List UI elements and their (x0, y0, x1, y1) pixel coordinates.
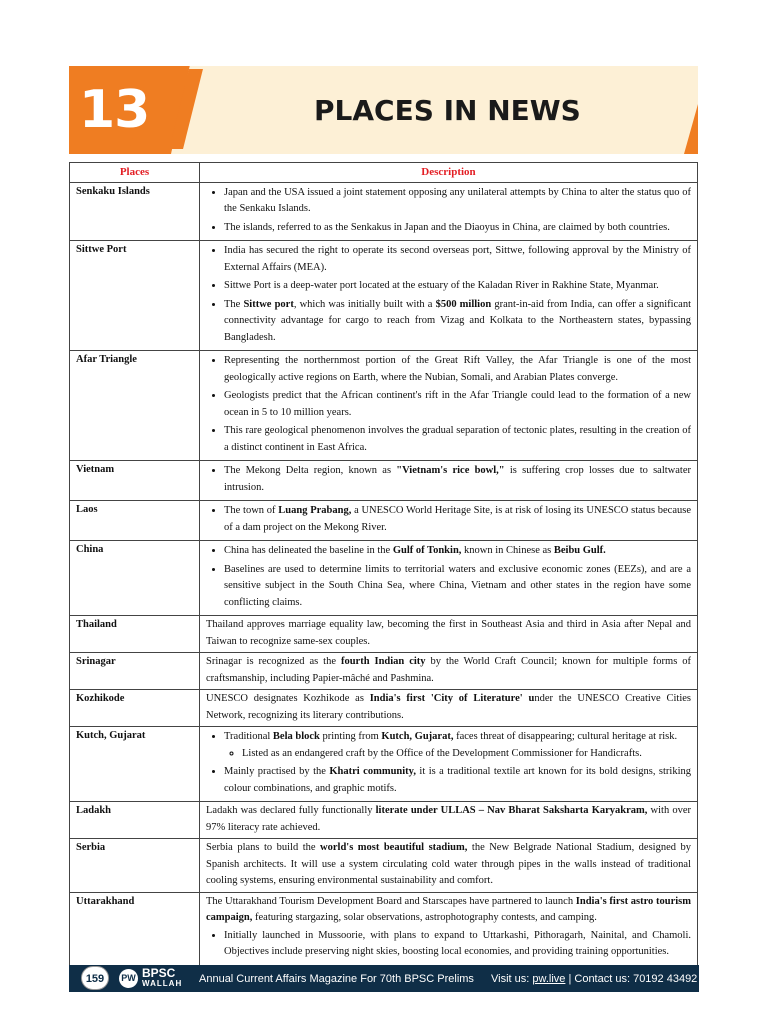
bullet-item: • Initially launched in Mussoorie, with plans to expand to Uttarkashi, Pithoragarh, Nainital, and Chamoli. Objectives include preserving night skies, boosting local economies, and providing training opportunities. (224, 928, 691, 961)
bullet-item: • Mainly practised by the Khatri community, it is a traditional textile art known for its bold designs, striking colour combinations, and graphic motifs. (224, 764, 691, 797)
place-name: Vietnam (70, 461, 200, 501)
place-description: Srinagar is recognized as the fourth Indian city by the World Craft Council; known for multiple forms of craftsmanship, including Papier-mâché and Pashmina. (200, 653, 698, 690)
table-row (70, 351, 698, 461)
place-description (200, 241, 698, 351)
paragraph: The Uttarakhand Tourism Development Board and Starscapes have partnered to launch India's first astro tourism campaign, featuring stargazing, solar observations, astrophotography contests, and camping. (206, 895, 691, 923)
bullet-item: • India has secured the right to operate its second overseas port, Sittwe, following approval by the Ministry of External Affairs (MEA). (224, 243, 691, 276)
table-row (70, 541, 698, 616)
place-description (200, 182, 698, 241)
place-name: Kutch, Gujarat (70, 727, 200, 802)
page-footer (69, 965, 699, 992)
place-name: Sittwe Port (70, 241, 200, 351)
bullet-item: • China has delineated the baseline in the Gulf of Tonkin, known in Chinese as Beibu Gulf. (224, 543, 691, 560)
place-name: Srinagar (70, 653, 200, 690)
chapter-title: PLACES IN NEWS (314, 94, 581, 127)
bullet-item: • The islands, referred to as the Senkakus in Japan and the Diaoyus in China, are claimed by both countries. (224, 220, 691, 237)
brand-subname: WALLAH (142, 979, 183, 988)
bullet-item: • Japan and the USA issued a joint statement opposing any unilateral attempts by China to alter the status quo of the Senkaku Islands. (224, 185, 691, 218)
sub-bullet-item: ◦ Listed as an endangered craft by the Office of the Development Commissioner for Handicrafts. (242, 746, 691, 763)
page-number: 159 (81, 966, 109, 990)
place-description (200, 541, 698, 616)
place-description (200, 892, 698, 965)
place-name: Serbia (70, 839, 200, 893)
header-corner-accent (684, 104, 698, 154)
bullet-item: • Geologists predict that the African continent's rift in the Afar Triangle could lead to the formation of a new ocean in 5 to 10 million years. (224, 388, 691, 421)
place-name: Uttarakhand (70, 892, 200, 965)
bullet-item: • Representing the northernmost portion of the Great Rift Valley, the Afar Triangle is one of the most geologically active regions on Earth, where the Nubian, Somali, and Arabian Plates converge. (224, 353, 691, 386)
place-name: Laos (70, 501, 200, 541)
place-name: Ladakh (70, 802, 200, 839)
magazine-title: Annual Current Affairs Magazine For 70th BPSC Prelims (199, 973, 474, 985)
table-row (70, 241, 698, 351)
table-row (70, 653, 698, 690)
bullet-item: • Traditional Bela block printing from Kutch, Gujarat, faces threat of disappearing; cultural heritage at risk. ◦ Listed as an endangered craft by the Office of the Development Commissioner for Handicrafts. (224, 729, 691, 762)
place-description (200, 461, 698, 501)
table-row (70, 727, 698, 802)
place-name: Afar Triangle (70, 351, 200, 461)
place-name: Kozhikode (70, 690, 200, 727)
chapter-number: 13 (79, 80, 150, 140)
contact-info: Visit us: pw.live | Contact us: 70192 43492 (491, 973, 698, 985)
place-description: UNESCO designates Kozhikode as India's first 'City of Literature' under the UNESCO Creative Cities Network, recognizing its literary contributions. (200, 690, 698, 727)
places-column-header: Places (70, 163, 200, 183)
table-row (70, 802, 698, 839)
table-row (70, 839, 698, 893)
place-name: China (70, 541, 200, 616)
place-description: Thailand approves marriage equality law, becoming the first in Southeast Asia and third in Asia after Nepal and Taiwan to recognize same-sex couples. (200, 616, 698, 653)
place-description: Serbia plans to build the world's most beautiful stadium, the New Belgrade National Stadium, designed by Spanish architects. It will use a system circulating cold water through pipes in the walls instead of traditional cooling systems, ensuring environmental sustainability and comfort. (200, 839, 698, 893)
place-description: Ladakh was declared fully functionally literate under ULLAS – Nav Bharat Saksharta Karyakram, with over 97% literacy rate achieved. (200, 802, 698, 839)
table-header-row (70, 163, 698, 183)
bullet-item: • The Sittwe port, which was initially built with a $500 million grant-in-aid from India, can offer a significant connectivity advantage for cargo to reach from Vizag and Kolkata to the Northeastern states, bypassing Bangladesh. (224, 297, 691, 347)
table-row (70, 616, 698, 653)
table-row (70, 461, 698, 501)
bullet-item: • Sittwe Port is a deep-water port located at the estuary of the Kaladan River in Rakhine State, Myanmar. (224, 278, 691, 295)
table-row (70, 892, 698, 965)
bullet-item: • This rare geological phenomenon involves the gradual separation of tectonic plates, resulting in the creation of a distinct continent in East Africa. (224, 423, 691, 456)
place-description (200, 727, 698, 802)
place-name: Thailand (70, 616, 200, 653)
pw-logo-icon: PW (119, 969, 138, 988)
chapter-header (69, 66, 698, 154)
bullet-item: • The Mekong Delta region, known as "Vietnam's rice bowl," is suffering crop losses due to saltwater intrusion. (224, 463, 691, 496)
bullet-item: • The town of Luang Prabang, a UNESCO World Heritage Site, is at risk of losing its UNESCO status because of a dam project on the Mekong River. (224, 503, 691, 536)
table-row (70, 501, 698, 541)
table-row (70, 690, 698, 727)
brand-name: BPSC (142, 966, 176, 980)
table-row (70, 182, 698, 241)
place-name: Senkaku Islands (70, 182, 200, 241)
place-description (200, 351, 698, 461)
places-table (69, 162, 698, 966)
place-description (200, 501, 698, 541)
website-link[interactable]: pw.live (532, 973, 566, 985)
bullet-item: • Baselines are used to determine limits to territorial waters and exclusive economic zones (EEZs), and are a sensitive subject in the South China Sea, where China, Vietnam and other states in the region have some conflicting claims. (224, 562, 691, 612)
description-column-header: Description (200, 163, 698, 183)
